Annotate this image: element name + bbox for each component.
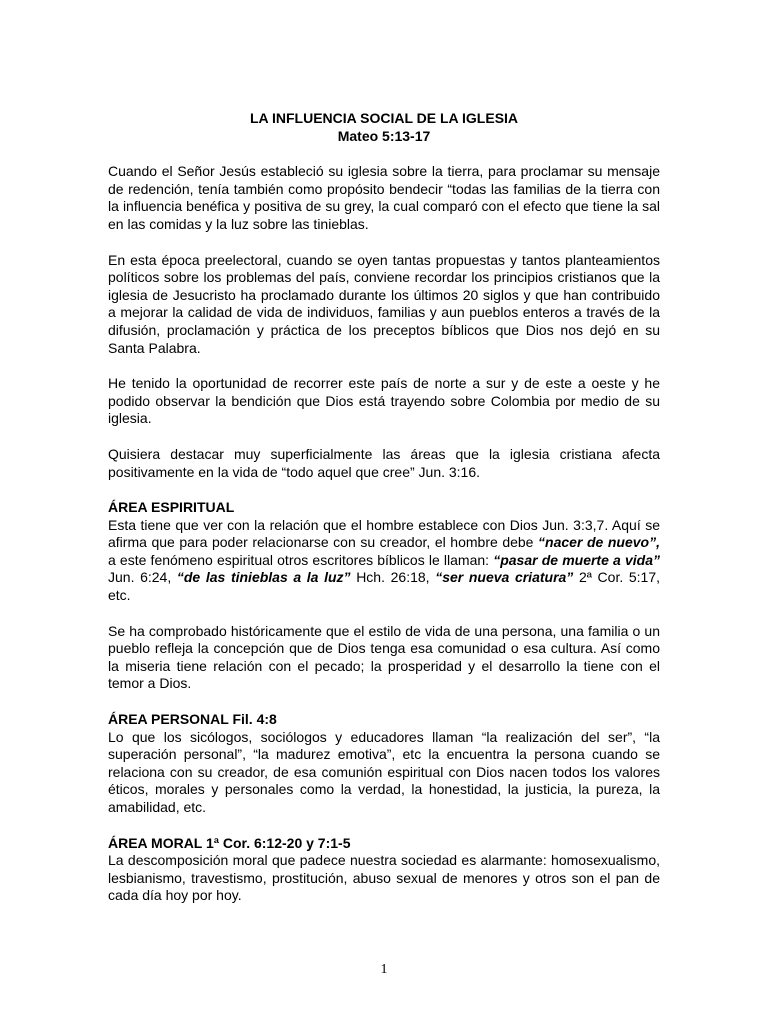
- paragraph-areas: Quisiera destacar muy superficialmente las áreas que la iglesia cristiana afecta positivamente en la vida de “todo aquel que cree” Jun. 3:16.: [108, 445, 660, 480]
- heading-area-personal: ÁREA PERSONAL Fil. 4:8: [108, 711, 277, 728]
- espiritual-emphasis-3: “de las tinieblas a la luz”: [176, 569, 351, 586]
- paragraph-intro: Cuando el Señor Jesús estableció su iglesia sobre la tierra, para proclamar su mensaje de redención, tenía también como propósito bendecir “todas las familias de la tierra con la influencia benéfica y positiva de su grey, la cual comparó con el efecto que tiene la sal en las comidas y la luz sobre las tinieblas.: [108, 163, 660, 232]
- document-subtitle: Mateo 5:13-17: [337, 127, 431, 144]
- heading-area-espiritual: ÁREA ESPIRITUAL: [108, 499, 235, 516]
- document-body: [108, 110, 660, 905]
- paragraph-preelectoral: En esta época preelectoral, cuando se oyen tantas propuestas y tantos planteamientos políticos sobre los problemas del país, conviene recordar los principios cristianos que la iglesia de Jesucristo ha proclamado durante los últimos 20 siglos y que han contribuido a mejorar la calidad de vida de individuos, familias y aun pueblos enteros a través de la difusión, proclamación y práctica de los preceptos bíblicos que Dios nos dejó en su Santa Palabra.: [108, 251, 660, 356]
- espiritual-text-3: Jun. 6:24,: [108, 569, 177, 586]
- espiritual-emphasis-4: “ser nueva criatura”: [435, 569, 574, 586]
- espiritual-emphasis-2: “pasar de muerte a vida”: [493, 551, 660, 568]
- espiritual-text-5: 2ª Cor. 5:17, etc.: [108, 569, 661, 604]
- espiritual-text-4: Hch. 26:18,: [350, 569, 436, 586]
- paragraph-moral: La descomposición moral que padece nuestra sociedad es alarmante: homosexualismo, lesbianismo, travestismo, prostitución, abuso sexual de menores y otros son el pan de cada día hoy por hoy.: [108, 852, 660, 904]
- heading-area-moral: ÁREA MORAL 1ª Cor. 6:12-20 y 7:1-5: [108, 834, 351, 851]
- espiritual-emphasis-1: “nacer de nuevo”,: [538, 534, 660, 551]
- page-number: 1: [380, 962, 388, 977]
- paragraph-personal: Lo que los sicólogos, sociólogos y educadores llaman “la realización del ser”, “la superación personal”, “la madurez emotiva”, etc la encuentra la persona cuando se relaciona con su creador, de esa comunión espiritual con Dios nacen todos los valores éticos, morales y personales como la verdad, la honestidad, la justicia, la pureza, la amabilidad, etc.: [108, 728, 660, 815]
- paragraph-colombia: He tenido la oportunidad de recorrer este país de norte a sur y de este a oeste y he podido observar la bendición que Dios está trayendo sobre Colombia por medio de su iglesia.: [108, 375, 660, 427]
- espiritual-text-1: Esta tiene que ver con la relación que el hombre establece con Dios Jun. 3:3,7. Aquí se afirma que para poder relacionarse con su creador, el hombre debe: [108, 516, 660, 551]
- paragraph-espiritual-1: [108, 517, 660, 605]
- paragraph-espiritual-2: Se ha comprobado históricamente que el estilo de vida de una persona, una familia o un pueblo refleja la concepción que de Dios tenga esa comunidad o esa cultura. Así como la miseria tiene relación con el pecado; la prosperidad y el desarrollo la tiene con el temor a Dios.: [108, 622, 660, 692]
- espiritual-text-2: a este fenómeno espiritual otros escritores bíblicos le llaman:: [108, 551, 494, 568]
- document-title: LA INFLUENCIA SOCIAL DE LA IGLESIA: [249, 110, 519, 126]
